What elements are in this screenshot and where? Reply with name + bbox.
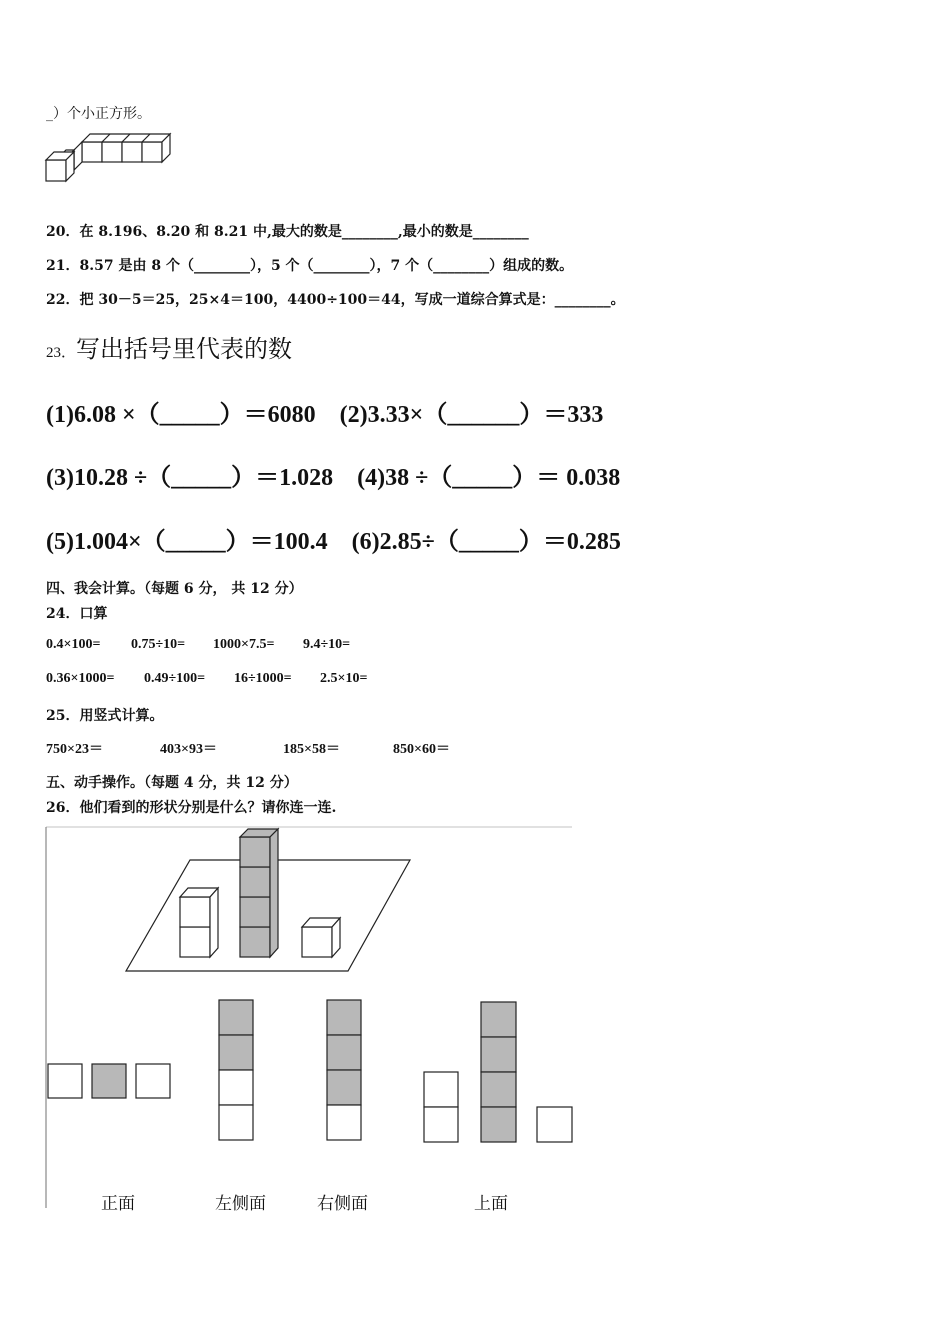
section4-heading: 四、我会计算。（每题 6 分， 共 12 分） — [46, 581, 303, 597]
view-label-front: 正面 — [101, 1194, 135, 1214]
q26-label: 26．他们看到的形状分别是什么？请你连一连. — [46, 800, 337, 816]
q23-row-2: (3)10.28 ÷（_____）＝1.028 (4)38 ÷（_____）＝ 0.038 — [46, 465, 621, 491]
q25-item-4: 850×60＝ — [393, 742, 450, 757]
q24-row2-item-3: 16÷1000= — [234, 671, 292, 686]
view-label-right: 右侧面 — [317, 1194, 368, 1214]
q25-item-1: 750×23＝ — [46, 742, 103, 757]
q23-row-1: (1)6.08 ×（_____）＝6080 (2)3.33×（______）＝333 — [46, 402, 604, 428]
q25-label: 25．用竖式计算。 — [46, 708, 164, 724]
front-view-square-1 — [48, 1064, 82, 1098]
q26-figure — [44, 826, 574, 1211]
q23-number: 23． — [46, 345, 77, 361]
q24-label: 24．口算 — [46, 606, 108, 622]
q23-title: 写出括号里代表的数 — [76, 335, 293, 363]
q25-item-2: 403×93＝ — [160, 742, 217, 757]
section5-heading: 五、动手操作。（每题 4 分，共 12 分） — [46, 775, 298, 791]
q19-cube-figure — [44, 130, 174, 185]
q22-text: 22．把 30－5＝25，25×4＝100，4400÷100＝44，写成一道综合算式是：________。 — [46, 292, 625, 308]
q25-item-3: 185×58＝ — [283, 742, 340, 757]
front-view-square-3 — [136, 1064, 170, 1098]
q24-row1-item-4: 9.4÷10= — [303, 637, 351, 652]
q24-row2-item-2: 0.49÷100= — [144, 671, 206, 686]
q24-row2-item-1: 0.36×1000= — [46, 671, 115, 686]
view-label-top: 上面 — [474, 1194, 508, 1214]
q21-text: 21．8.57 是由 8 个（________），5 个（________），7 个（________）组成的数。 — [46, 258, 574, 274]
q24-row1-item-3: 1000×7.5= — [213, 637, 275, 652]
q23-heading — [46, 329, 292, 364]
q23-row-3: (5)1.004×（_____）＝100.4 (6)2.85÷（_____）＝0.285 — [46, 529, 621, 555]
q24-row1-item-2: 0.75÷10= — [131, 637, 186, 652]
view-label-left: 左侧面 — [215, 1194, 266, 1214]
q19-text: _）个小正方形。 — [46, 106, 151, 122]
q20-text: 20．在 8.196、8.20 和 8.21 中,最大的数是________,最小的数是________ — [46, 224, 529, 240]
front-view-square-2 — [92, 1064, 126, 1098]
q24-row1-item-1: 0.4×100= — [46, 637, 101, 652]
q24-row2-item-4: 2.5×10= — [320, 671, 368, 686]
